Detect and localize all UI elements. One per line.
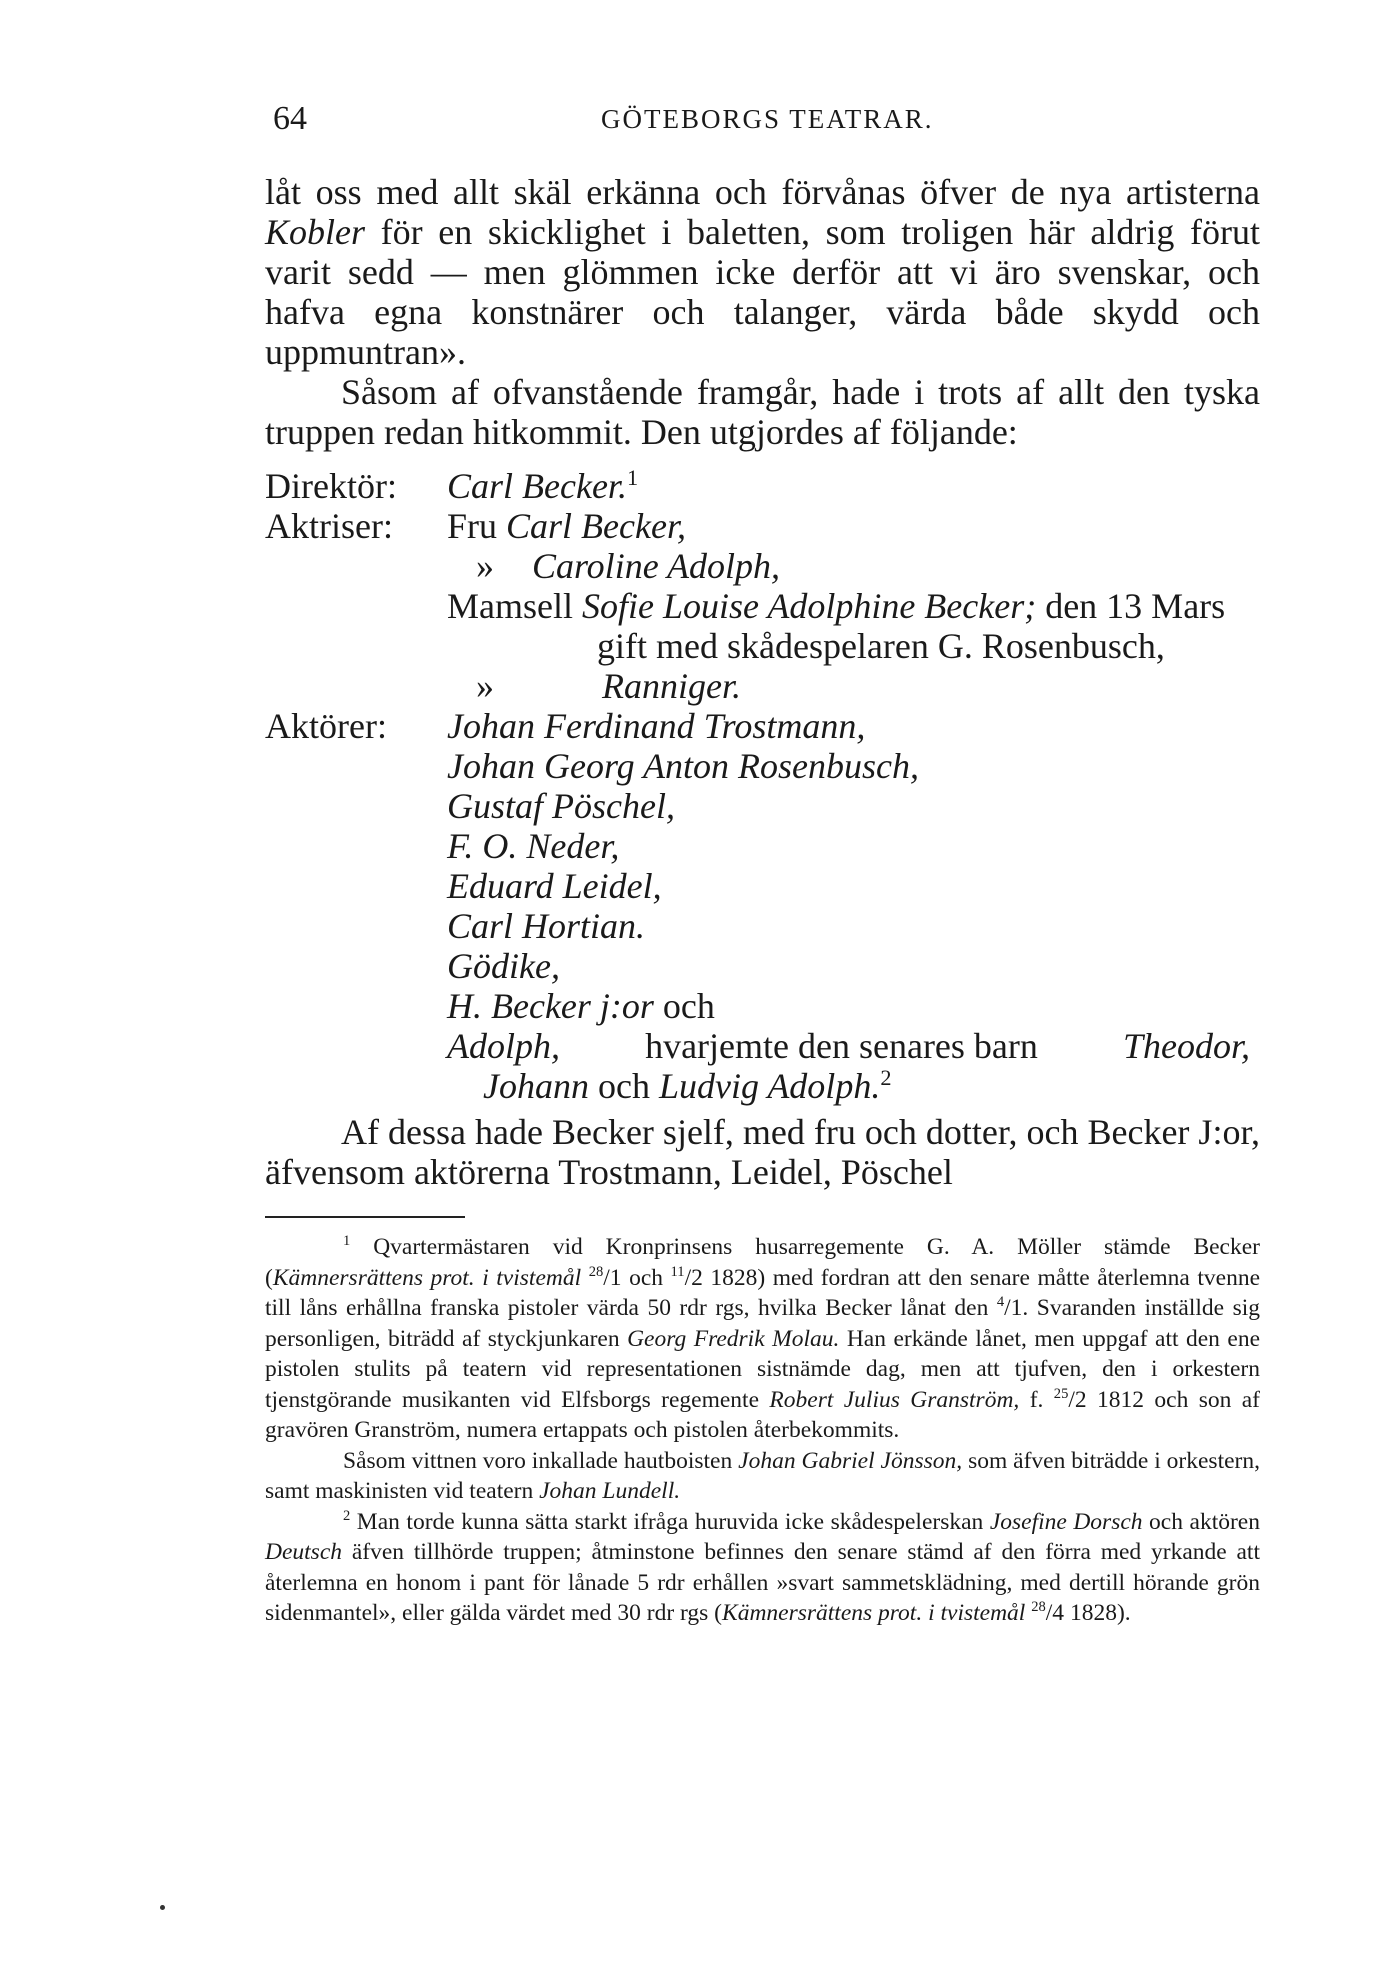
actor-name: Johan Ferdinand Trostmann, [447,706,866,746]
italic-name: Josefine Dorsch [989,1508,1143,1535]
child-name: Johann [483,1066,589,1106]
cast-label-director: Direktör: [265,466,397,506]
print-speck [160,1905,165,1910]
actor-entry [447,1026,1260,1066]
footnote-2 [265,1507,1260,1629]
actress-entry [447,506,1260,546]
text-run: för en skicklighet i baletten, som troligen här aldrig förut varit sedd — men glömmen icke derför att vi äro svenskar, och hafva egna konstnärer och talanger, värda både skydd och uppmuntran». [265,212,1260,372]
date-day: 28 [588,1263,604,1280]
running-head [265,100,1225,140]
text-run: Svaranden inställde sig personligen, biträdd af styckjunkaren [265,1295,1260,1352]
date-day: 11 [670,1263,685,1280]
text-run: Såsom vittnen voro inkallade hautboisten [343,1447,739,1474]
paragraph-quote-end [265,172,1260,372]
text-run: Man torde kunna sätta starkt ifråga huruvida icke skådespelerskan [350,1508,990,1535]
text-run: f. [1019,1386,1054,1413]
cast-label-actors: Aktörer: [265,706,387,746]
cast-label-actresses: Aktriser: [265,506,393,546]
text-run: som äfven biträdde i orkestern, samt maskinisten vid teatern [265,1447,1260,1504]
italic-source: Kämnersrättens prot. i tvistemål [722,1600,1026,1626]
text-run: låt oss med allt skäl erkänna och förvånas öfver de nya artisterna [265,172,1260,212]
child-name: Ludvig Adolph. [658,1066,881,1106]
text-run: 1812 och son af gravören Granström, numera ertappats och pistolen återbekommits. [265,1386,1261,1443]
actress-entry [447,546,1260,586]
cast-list [265,466,1260,1106]
ditto-mark: » [476,666,494,706]
date-month: /2 [1068,1386,1087,1413]
actor-name: Gustaf Pöschel, [447,786,675,826]
director-name: Carl Becker. [447,466,627,506]
text-run: Han erkände lånet, men uppgaf att den ene pistolen stulits på teatern vid representationen sistnämde dag, men att tjufven, den i orkestern tjenstgörande musikanten vid Elfsborgs regemente [265,1325,1260,1413]
actor-children [447,1066,1260,1106]
title-prefix: Mamsell [447,586,573,626]
italic-name: Johan Lundell. [539,1478,681,1504]
actor-entry [447,986,1260,1026]
italic-name: Robert Julius Granström, [769,1386,1020,1413]
title-prefix: Fru [447,506,498,546]
actor-name: Eduard Leidel, [447,866,662,906]
footnote-rule [265,1216,465,1218]
actress-name: Sofie Louise Adolphine Becker; [581,586,1037,626]
cast-row-director [265,466,1260,506]
footnote-1 [265,1232,1260,1446]
date-day: 28 [1031,1599,1046,1616]
paragraph-troupe-intro: Såsom af ofvanstående framgår, hade i trots af allt den tyska truppen redan hitkommit. Den utgjordes af följande: [265,372,1260,452]
conjunction: och [662,986,715,1026]
text-run: Qvartermästaren vid Kronprinsens husarregemente G. A. Möller stämde Becker ( [265,1234,1260,1291]
footnote-ref: 1 [626,465,639,490]
running-title: GÖTEBORGS TEATRAR. [601,104,934,134]
text-run: 1828). [1064,1600,1131,1626]
actress-entry [447,666,1260,706]
text-run: och aktören [1142,1508,1260,1535]
italic-name: Deutsch [265,1539,343,1565]
cast-row-actresses [265,506,1260,706]
actor-name: H. Becker j:or [447,986,654,1026]
main-text [265,172,1260,1192]
actress-entry [447,586,1260,626]
text-run: och [621,1264,671,1291]
child-name: Theodor, [1122,1026,1250,1066]
actor-name: Carl Hortian. [447,906,646,946]
paragraph-continuation: Af dessa hade Becker sjelf, med fru och dotter, och Becker J:or, äfvensom aktörerna Trostmann, Leidel, Pöschel [265,1112,1260,1192]
footnote-mark: 1 [343,1233,351,1250]
actress-name: Ranniger. [602,666,741,706]
actress-note: den 13 Mars [1045,586,1226,626]
actor-name: Johan Georg Anton Rosenbusch, [447,746,919,786]
cast-row-actors [265,706,1260,1106]
text-run: 1828) med fordran att den senare måtte återlemna tvenne till låns erhållna franska pistoler värda 50 rdr rgs, hvilka Becker lånat den [265,1264,1260,1321]
footnote-mark: 2 [343,1507,351,1524]
date-month: /4 [1045,1600,1065,1626]
date-month: /1. [1004,1295,1029,1321]
ditto-mark: » [476,546,494,586]
actor-name: F. O. Neder, [447,826,620,866]
actor-name: Gödike, [447,946,560,986]
italic-name: Johan Gabriel Jönsson, [738,1447,963,1474]
date-day: 25 [1053,1385,1069,1402]
actor-name: Adolph, [447,1026,560,1066]
footnote-1-continued [265,1446,1260,1507]
italic-source: Kämnersrättens prot. i tvistemål [272,1264,582,1291]
italic-name: Kobler [265,212,366,252]
footnotes [265,1232,1260,1629]
page-number: 64 [273,100,307,137]
actress-name: Caroline Adolph, [532,546,781,586]
italic-name: Georg Fredrik Molau. [627,1325,840,1352]
date-month: /1 [603,1264,622,1291]
conjunction: och [597,1066,650,1106]
text-run: äfven tillhörde truppen; åtminstone befinnes den senare stämd af den förra med yrkande att återlemna en honom i pant för lånade 5 rdr erhållen »svart sammetsklädning, med dertill hörande grön sidenmantel», eller gälda värdet med 30 rdr rgs ( [265,1539,1260,1626]
actor-note: hvarjemte den senares barn [645,1026,1038,1066]
footnote-ref: 2 [880,1065,892,1090]
actress-note-continued: gift med skådespelaren G. Rosenbusch, [597,626,1165,666]
actress-name: Carl Becker, [506,506,686,546]
date-month: /2 [684,1264,703,1291]
date-day: 4 [996,1294,1005,1311]
